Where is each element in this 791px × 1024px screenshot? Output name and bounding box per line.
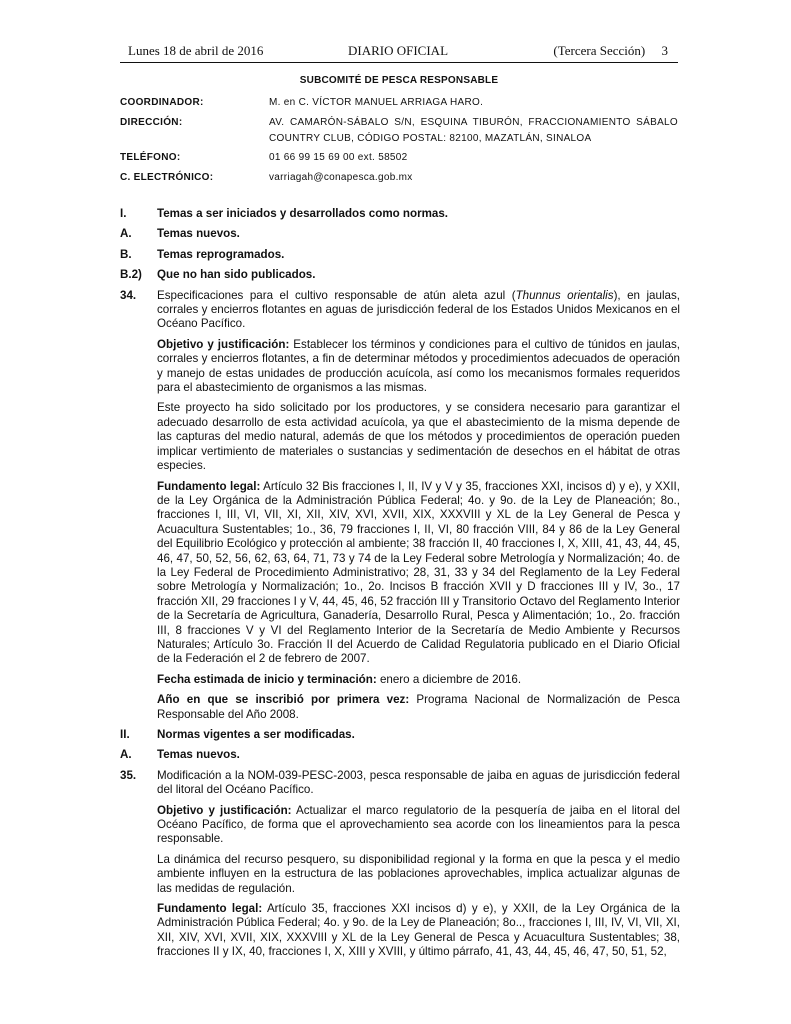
subsection-a-2 (120, 748, 680, 762)
dates-text: enero a diciembre de 2016. (376, 672, 522, 686)
section-heading: Temas reprogramados. (157, 247, 285, 261)
section-heading: Temas nuevos. (157, 227, 240, 241)
year-text: Programa Nacional de Normalización de Pesca Responsable del Año 2008. (157, 693, 681, 721)
objective-text: Actualizar el marco regulatorio de la pesquería de jaiba en el litoral del Océano Pacífico, de forma que el aprovechamiento sea acorde con los lineamientos para la pesca responsable. (157, 803, 680, 846)
topic-title: Modificación a la NOM-039-PESC-2003, pesca responsable de jaiba en aguas de jurisdicción federal del litoral del Océano Pacífico. (157, 768, 680, 797)
section-heading: Temas nuevos. (157, 748, 240, 762)
header-section: (Tercera Sección) 3 (553, 43, 668, 58)
topic-number: 34. (120, 288, 137, 302)
main-content (120, 207, 680, 966)
legal-label: Fundamento legal: (157, 479, 261, 493)
phone-value: 01 66 99 15 69 00 ext. 58502 (269, 152, 408, 163)
topic-number: 35. (120, 768, 137, 782)
topic-34-paragraph: Este proyecto ha sido solicitado por los productores, y se considera necesario para garantizar el adecuado desarrollo de esta actividad acuícola, ya que el abastecimiento de la misma depende de las capturas del medio natural, además de que los métodos y procedimientos de operación pueden implicar vertimiento de materiales o sustancias y sedimentación de desechos en el hábitat de otras especies. (157, 401, 680, 473)
address-label: DIRECCIÓN: (120, 117, 183, 128)
topic-35 (120, 769, 680, 798)
legal-text: Artículo 32 Bis fracciones I, II, IV y V y 35, fracciones XXI, incisos d) y e), y XXII, de la Ley Orgánica de la Administración Pública Federal; 4o. y 9o. de la Ley de Planeación; 8o., fracciones I, III, VI, VII, XI, XII, XIV, XVI, XVII, XIX, XXXVIII y XL de la Ley General de Pesca y Acuacultura Sustentables; 1o., 36, 79 fracciones I, II, VI, 80 fracción VIII, 84 y 86 de la Ley General del Equilibrio Ecológico y protección al ambiente; 38 fracción II, 40 fracciones I, X, XIII, 41, 43, 44, 45, 46, 47, 50, 52, 56, 62, 63, 64, 71, 73 y 74 de la Ley Federal sobre Metrología y Normalización; 4o. de la Ley Federal de Procedimiento Administrativo; 28, 31, 33 y 34 del Reglamento de la Ley Federal sobre Metrología y Normalización; 1o., 2o. Incisos B fracción XVII y D fracciones III y IV, 3o., 17 fracción XII, 29 fracciones I y V, 44, 45, 46, 52 fracción III y Transitorio Octavo del Reglamento Interior de la Secretaría de Agricultura, Ganadería, Desarrollo Rural, Pesca y Alimentación; 1o., 2o. fracción III, 8 fracciones V y VI del Reglamento Interior de la Secretaría de Medio Ambiente y Recursos Naturales; Artículo 3o. Fracción II del Acuerdo de Calidad Regulatoria publicado en el Diario Oficial de la Federación el 2 de febrero de 2007. (157, 479, 680, 666)
objective-text: Establecer los términos y condiciones para el cultivo de túnidos en jaulas, corrales y encierros flotantes, a fin de determinar métodos y procedimientos adecuados de operación y manejo de estas unidades de producción acuícola, así como los mecanismos formales requeridos para el abastecimiento de organismos a las mismas. (157, 337, 680, 395)
section-number: II. (120, 728, 130, 741)
legal-text: Artículo 35, fracciones XXI incisos d) y e), y XXII, de la Ley Orgánica de la Administración Pública Federal; 4o. y 9o. de la Ley de Planeación; 8o.., fracciones I, III, IV, VI, VII, XI, XII, XIV, XVI, XVII, XIX, XXXVIII y XL de la Ley General de Pesca y Acuacultura Sustentables; 38, fracciones II y IX, 40, fracciones I, X, XIII y XVIII, y último párrafo, 41, 43, 44, 45, 46, 47, 50, 51, 52, (157, 902, 681, 959)
section-heading: Normas vigentes a ser modificadas. (157, 728, 355, 741)
topic-title-end: ), en jaulas, corrales y encierros flotantes en aguas de jurisdicción federal de los Estados Unidos Mexicanos en el Océano Pacífico. (157, 288, 680, 331)
section-number: A. (120, 748, 132, 762)
section-number: A. (120, 227, 132, 241)
section-i (120, 207, 680, 221)
coordinator-value: M. en C. VÍCTOR MANUEL ARRIAGA HARO. (269, 97, 484, 108)
phone-label: TELÉFONO: (120, 152, 181, 163)
topic-35-legal (120, 902, 680, 960)
topic-35-paragraph: La dinámica del recurso pesquero, su disponibilidad regional y la forma en que la pesca y el medio ambiente influyen en la estructura de las poblaciones aprovechables, implica actualizar algunas de las medidas de regulación. (157, 852, 680, 895)
subcommittee-title: SUBCOMITÉ DE PESCA RESPONSABLE (299, 75, 499, 86)
objective-label: Objetivo y justificación: (157, 337, 290, 351)
subsection-b2 (120, 268, 680, 282)
email-label: C. ELECTRÓNICO: (120, 172, 214, 183)
section-number: B.2) (120, 268, 142, 282)
topic-34 (120, 289, 680, 332)
subsection-a (120, 227, 680, 241)
topic-title-start: Especificaciones para el cultivo responsable de atún aleta azul ( (157, 288, 516, 302)
email-value: varriagah@conapesca.gob.mx (269, 172, 413, 183)
topic-34-objective (120, 338, 680, 396)
topic-34-year (120, 693, 680, 722)
section-number: B. (120, 247, 132, 261)
topic-34-legal (120, 480, 680, 667)
section-heading: Que no han sido publicados. (157, 268, 316, 282)
topic-34-dates (120, 673, 680, 687)
topic-35-objective (120, 804, 680, 847)
section-number: I. (120, 207, 127, 220)
section-ii (120, 728, 680, 742)
species-name: Thunnus orientalis (515, 288, 614, 302)
header-rule (120, 62, 678, 63)
address-value: AV. CAMARÓN-SÁBALO S/N, ESQUINA TIBURÓN, FRACCIONAMIENTO SÁBALO COUNTRY CLUB, CÓDIGO POSTAL: 82100, MAZATLÁN, SINALOA (269, 117, 678, 144)
year-label: Año en que se inscribió por primera vez: (157, 693, 410, 707)
header-publication: DIARIO OFICIAL (347, 43, 449, 58)
objective-label: Objetivo y justificación: (157, 803, 292, 817)
coordinator-label: COORDINADOR: (120, 97, 204, 108)
header-date: Lunes 18 de abril de 2016 (128, 43, 264, 58)
section-heading: Temas a ser iniciados y desarrollados como normas. (157, 207, 449, 220)
legal-label: Fundamento legal: (157, 902, 263, 916)
dates-label: Fecha estimada de inicio y terminación: (157, 672, 377, 686)
subsection-b (120, 248, 680, 262)
page-header (128, 43, 668, 61)
